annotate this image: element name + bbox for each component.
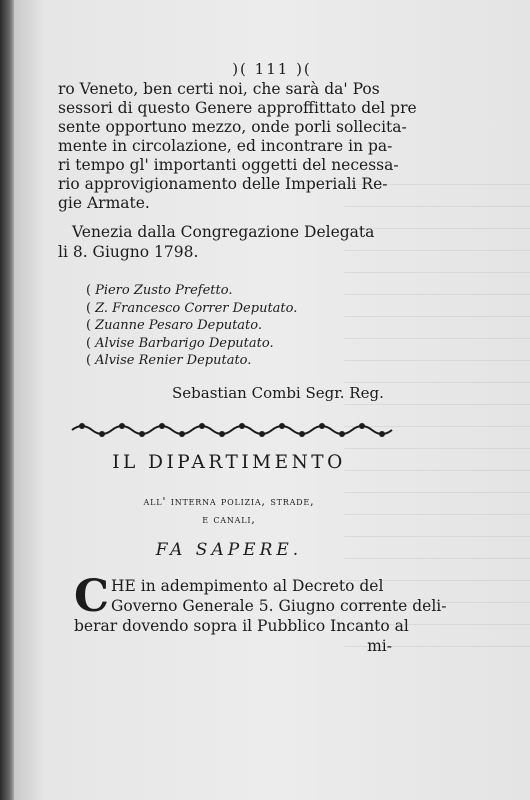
text-line: sessori di questo Genere approffittato del pre xyxy=(58,99,417,117)
text-line: berar dovendo sopra il Pubblico Incanto al xyxy=(74,617,409,635)
subtitle-line: e canali, xyxy=(202,512,256,526)
document-page xyxy=(14,0,530,800)
decree-paragraph xyxy=(74,571,447,656)
text-line: mente in circolazione, ed incontrare in pa- xyxy=(58,137,393,155)
paren-glyph: ( xyxy=(86,318,92,333)
signatory-name: Alvise Renier Deputato. xyxy=(95,353,252,368)
text-line: Governo Generale 5. Giugno corrente deli- xyxy=(111,597,447,615)
text-line: rio approvigionamento delle Imperiali Re- xyxy=(58,175,388,193)
signatory xyxy=(86,300,297,318)
paren-glyph: ( xyxy=(86,335,92,351)
paren-glyph: ( xyxy=(86,300,92,316)
signatory-list xyxy=(86,282,297,370)
subtitle-line: all' interna polizia, strade, xyxy=(143,494,315,508)
signatory-name: Z. Francesco Correr Deputato. xyxy=(95,300,298,316)
text-line: sente opportuno mezzo, onde porli sollecita- xyxy=(58,118,407,136)
dateline-place: Venezia dalla Congregazione Delegata xyxy=(72,223,375,241)
text-line: ri tempo gl' importanti oggetti del necessa- xyxy=(58,156,399,174)
drop-cap: C xyxy=(74,571,110,622)
signatory xyxy=(86,317,297,335)
proclamation-heading: FA SAPERE. xyxy=(155,540,303,560)
text-line: gie Armate. xyxy=(58,194,150,212)
department-subtitle xyxy=(74,492,384,528)
signatory-name: Piero Zusto Prefetto. xyxy=(95,283,233,298)
book-spine-shadow xyxy=(0,0,14,800)
signatory-name: Zuanne Pesaro Deputato. xyxy=(95,318,262,333)
paren-glyph: ( xyxy=(86,353,92,368)
signatory xyxy=(86,335,297,353)
secretary-signature: Sebastian Combi Segr. Reg. xyxy=(172,384,384,402)
signatory xyxy=(86,282,297,300)
dateline-date: li 8. Giugno 1798. xyxy=(58,243,199,261)
dateline xyxy=(58,222,375,262)
page-number: )( 111 )( xyxy=(232,60,312,78)
text-line: ro Veneto, ben certi noi, che sarà da' Pos xyxy=(58,80,380,98)
closing-paragraph xyxy=(58,80,417,213)
ornamental-divider xyxy=(68,420,396,440)
paren-glyph: ( xyxy=(86,283,92,298)
signatory xyxy=(86,352,297,370)
text-line: HE in adempimento al Decreto del xyxy=(111,577,384,595)
signatory-name: Alvise Barbarigo Deputato. xyxy=(95,335,274,351)
department-heading: IL DIPARTIMENTO xyxy=(112,452,346,473)
vine-ornament-icon xyxy=(68,420,396,440)
catchword: mi- xyxy=(367,637,392,655)
